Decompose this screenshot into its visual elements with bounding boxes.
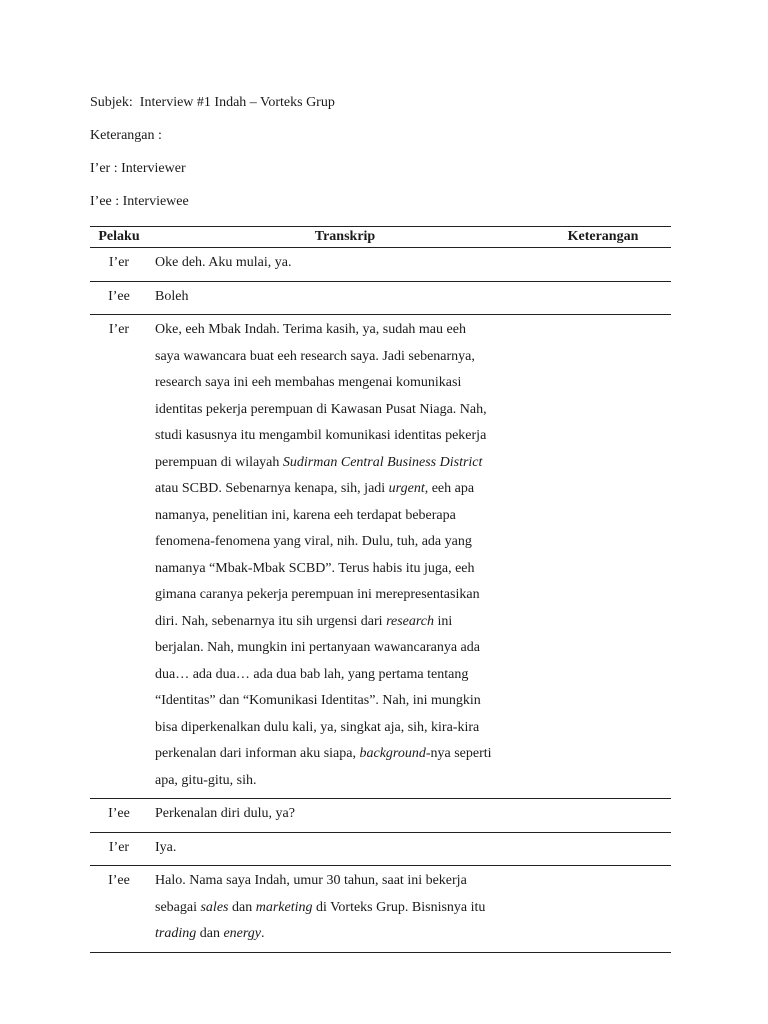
text-segment: . (261, 926, 265, 941)
row-actor: I’ee (90, 281, 148, 315)
transcript-body (90, 248, 671, 953)
text-segment: research saya ini eeh membahas mengenai komunikasi (155, 375, 462, 390)
transcript-line (155, 250, 535, 277)
italic-term: sales (200, 899, 229, 915)
header-pelaku: Pelaku (90, 227, 148, 248)
row-actor: I’er (90, 248, 148, 282)
text-segment: Oke deh. Aku mulai, ya. (155, 255, 292, 270)
text-segment: sebagai (155, 899, 201, 915)
text-segment: -nya seperti (425, 746, 492, 761)
row-transcript (148, 248, 535, 282)
text-segment: apa, gitu-gitu, sih. (155, 772, 257, 788)
text-segment: perempuan di wilayah (155, 454, 283, 470)
transcript-line (155, 423, 535, 450)
text-segment: gimana caranya pekerja perempuan ini merepresentasikan (155, 587, 480, 602)
text-segment: berjalan. Nah, mungkin ini pertanyaan wawancaranya ada (155, 640, 480, 655)
transcript-line (155, 582, 535, 609)
row-keterangan (535, 281, 671, 315)
row-transcript (148, 832, 535, 866)
text-segment: Perkenalan diri dulu, ya? (155, 806, 295, 821)
italic-term: marketing (255, 899, 313, 915)
transcript-line (155, 609, 535, 636)
header-keterangan: Keterangan (535, 227, 671, 248)
row-transcript (148, 866, 535, 953)
italic-term: urgent (388, 481, 425, 496)
transcript-table (90, 226, 671, 953)
row-transcript (148, 799, 535, 833)
text-segment: Halo. Nama saya Indah, umur 30 tahun, saat ini bekerja (155, 873, 467, 888)
table-row (90, 315, 671, 799)
transcript-line (155, 868, 535, 895)
transcript-line (155, 503, 535, 530)
text-segment: Iya. (155, 839, 177, 855)
text-segment: namanya “Mbak-Mbak SCBD”. Terus habis itu juga, eeh (155, 560, 475, 576)
text-segment: bisa diperkenalkan dulu kali, ya, singkat aja, sih, kira-kira (155, 719, 480, 735)
row-keterangan (535, 866, 671, 953)
header-transkrip: Transkrip (148, 227, 535, 248)
text-segment: fenomena-fenomena yang viral, nih. Dulu, tuh, ada yang (155, 534, 472, 549)
legend-interviewer: I’er : Interviewer (90, 161, 186, 176)
text-segment: perkenalan dari informan aku siapa, (155, 746, 360, 761)
transcript-line (155, 688, 535, 715)
keterangan-label: Keterangan : (90, 128, 162, 143)
text-segment: studi kasusnya itu mengambil komunikasi identitas pekerja (155, 428, 487, 443)
text-segment: dua… ada dua… ada dua bab lah, yang pertama tentang (155, 666, 469, 682)
table-header-row (90, 227, 671, 248)
text-segment: saya wawancara buat eeh research saya. Jadi sebenarnya, (155, 348, 475, 364)
transcript-line (155, 344, 535, 371)
text-segment: Oke, eeh Mbak Indah. Terima kasih, ya, sudah mau eeh (155, 322, 466, 337)
transcript-line (155, 768, 535, 795)
row-keterangan (535, 832, 671, 866)
italic-term: Sudirman Central Business District (282, 454, 483, 470)
row-actor: I’er (90, 315, 148, 799)
text-segment: , eeh apa (424, 481, 475, 496)
row-keterangan (535, 799, 671, 833)
transcript-line (155, 370, 535, 397)
transcript-line (155, 635, 535, 662)
row-keterangan (535, 248, 671, 282)
text-segment: Boleh (155, 288, 189, 304)
text-segment: di Vorteks Grup. Bisnisnya itu (312, 899, 486, 915)
table-row (90, 799, 671, 833)
text-segment: dan (196, 926, 224, 941)
text-segment: “Identitas” dan “Komunikasi Identitas”. Nah, ini mungkin (155, 693, 481, 708)
transcript-line (155, 529, 535, 556)
table-row (90, 832, 671, 866)
table-row (90, 281, 671, 315)
text-segment: diri. Nah, sebenarnya itu sih urgensi dari (155, 613, 387, 629)
transcript-line (155, 921, 535, 948)
row-keterangan (535, 315, 671, 799)
italic-term: trading (155, 926, 197, 941)
transcript-line (155, 662, 535, 689)
row-transcript (148, 281, 535, 315)
transcript-line (155, 835, 535, 862)
italic-term: energy (223, 926, 262, 941)
table-row (90, 866, 671, 953)
transcript-line (155, 317, 535, 344)
legend-interviewee: I’ee : Interviewee (90, 194, 189, 209)
transcript-line (155, 741, 535, 768)
transcript-line (155, 556, 535, 583)
text-segment: identitas pekerja perempuan di Kawasan Pusat Niaga. Nah, (155, 401, 487, 417)
italic-term: background (359, 746, 426, 761)
subject-line: Subjek: Interview #1 Indah – Vorteks Grup (90, 95, 335, 110)
text-segment: dan (228, 899, 256, 915)
transcript-line (155, 801, 535, 828)
row-actor: I’ee (90, 866, 148, 953)
transcript-line (155, 284, 535, 311)
row-actor: I’ee (90, 799, 148, 833)
table-row (90, 248, 671, 282)
text-segment: ini (434, 613, 453, 629)
transcript-line (155, 450, 535, 477)
italic-term: research (386, 613, 435, 629)
transcript-line (155, 397, 535, 424)
row-actor: I’er (90, 832, 148, 866)
transcript-line (155, 895, 535, 922)
row-transcript (148, 315, 535, 799)
text-segment: atau SCBD. Sebenarnya kenapa, sih, jadi (155, 481, 389, 496)
transcript-line (155, 715, 535, 742)
transcript-line (155, 476, 535, 503)
text-segment: namanya, penelitian ini, karena eeh terdapat beberapa (155, 507, 456, 523)
